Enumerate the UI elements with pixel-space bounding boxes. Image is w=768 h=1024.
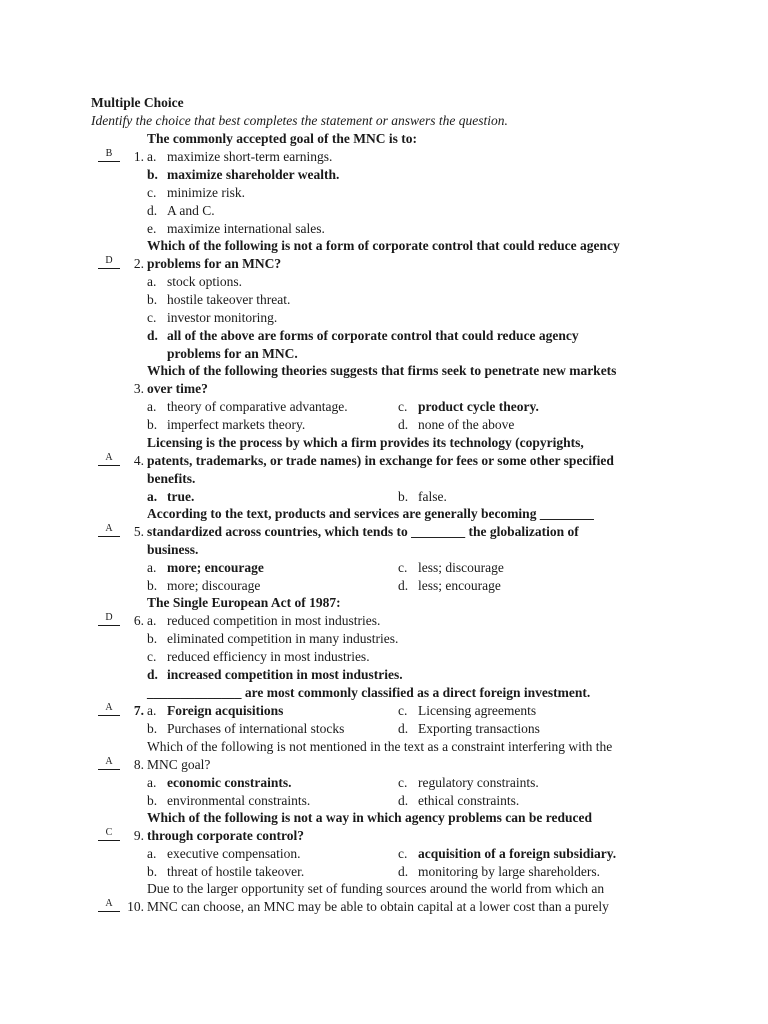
instructions: Identify the choice that best completes the statement or answers the question. [91,113,508,128]
option-d-continued: problems for an MNC. [167,346,298,361]
option-d: d. A and C. [147,203,215,218]
question-stem: Due to the larger opportunity set of funding sources around the world from which an [147,881,605,896]
option-b: b. threat of hostile takeover. [147,864,305,879]
option-a: a. executive compensation. [147,846,301,861]
question-stem-line-2: standardized across countries, which tends to ________ the globalization of [147,524,579,539]
option-b: b. more; discourage [147,578,261,593]
question-number: 2. [133,256,144,271]
question-stem-line-3: benefits. [147,471,196,486]
question-stem-line-2: through corporate control? [147,828,304,843]
question-stem-line-2: problems for an MNC? [147,256,282,271]
option-b: b. eliminated competition in many industries. [147,631,399,646]
question-number: 8. [133,757,144,772]
answer-blank [98,452,120,466]
option-d: d. less; encourage [398,578,501,593]
option-c: c. reduced efficiency in most industries. [147,649,370,664]
option-a: a. economic constraints. [147,775,292,790]
question-stem-line-2: patents, trademarks, or trade names) in exchange for fees or some other specified [147,453,614,468]
question-number: 5. [133,524,144,539]
option-c: c. acquisition of a foreign subsidiary. [398,846,617,861]
question-number: 3. [133,381,144,396]
question-stem: Which of the following is not mentioned in the text as a constraint interfering with the [147,739,613,754]
question-stem: Which of the following theories suggests that firms seek to penetrate new markets [147,363,617,378]
question-number: 9. [133,828,144,843]
question-stem: Which of the following is not a form of corporate control that could reduce agency [147,238,620,253]
question-stem: The commonly accepted goal of the MNC is to: [147,131,417,146]
answer-letter: A [105,756,113,767]
answer-letter: D [105,612,113,623]
option-d: d. increased competition in most industries. [147,667,403,682]
question-stem: Which of the following is not a way in which agency problems can be reduced [147,810,593,825]
option-a: a. theory of comparative advantage. [147,399,348,414]
answer-blank [98,523,120,537]
question-number: 10. [127,899,144,914]
answer-letter: C [105,827,113,838]
option-a: a. maximize short-term earnings. [147,149,333,164]
answer-letter: A [105,523,113,534]
question-7 [0,684,768,738]
question-10 [0,880,768,916]
answer-blank [98,148,120,162]
question-number: 7. [133,703,144,718]
option-c: c. Licensing agreements [398,703,537,718]
option-d: d. all of the above are forms of corporate control that could reduce agency [147,328,579,343]
question-stem-line-3: business. [147,542,199,557]
option-d: d. ethical constraints. [398,793,520,808]
question-stem-line-2: MNC can choose, an MNC may be able to obtain capital at a lower cost than a purely [147,899,609,914]
question-stem: Licensing is the process by which a firm provides its technology (copyrights, [147,435,584,450]
question-5 [0,505,768,595]
question-stem: The Single European Act of 1987: [147,595,341,610]
answer-blank [98,702,120,716]
option-c: c. minimize risk. [147,185,245,200]
question-1 [0,130,768,238]
question-8 [0,738,768,810]
answer-blank [98,756,120,770]
question-number: 6. [133,613,144,628]
option-a: a. reduced competition in most industries. [147,613,381,628]
question-9 [0,809,768,881]
question-4 [0,434,768,506]
option-e: e. maximize international sales. [147,221,325,236]
answer-blank [98,827,120,841]
option-c: c. product cycle theory. [398,399,539,414]
option-c: c. investor monitoring. [147,310,278,325]
option-b: b. maximize shareholder wealth. [147,167,340,182]
option-a: a. Foreign acquisitions [147,703,284,718]
option-a: a. more; encourage [147,560,264,575]
question-stem: According to the text, products and services are generally becoming ________ [147,506,594,521]
option-a: a. stock options. [147,274,243,289]
option-d: d. monitoring by large shareholders. [398,864,600,879]
answer-blank [98,255,120,269]
question-number: 1. [133,149,144,164]
question-stem: ______________ are most commonly classified as a direct foreign investment. [147,685,591,700]
answer-letter: A [105,702,113,713]
option-c: c. regulatory constraints. [398,775,539,790]
option-b: b. false. [398,489,447,504]
option-b: b. Purchases of international stocks [147,721,345,736]
option-d: d. Exporting transactions [398,721,540,736]
option-b: b. hostile takeover threat. [147,292,291,307]
answer-letter: A [105,452,113,463]
question-number: 4. [133,453,144,468]
option-d: d. none of the above [398,417,515,432]
option-a: a. true. [147,489,195,504]
question-3 [0,362,768,434]
question-stem-line-2: over time? [147,381,208,396]
answer-blank [98,612,120,626]
question-2 [0,237,768,363]
option-b: b. environmental constraints. [147,793,311,808]
answer-blank [98,898,120,912]
option-b: b. imperfect markets theory. [147,417,306,432]
answer-letter: D [105,255,113,266]
answer-letter: B [105,148,113,159]
option-c: c. less; discourage [398,560,504,575]
question-6 [0,594,768,684]
answer-letter: A [105,898,113,909]
section-title: Multiple Choice [91,95,184,110]
question-stem-line-2: MNC goal? [147,757,211,772]
